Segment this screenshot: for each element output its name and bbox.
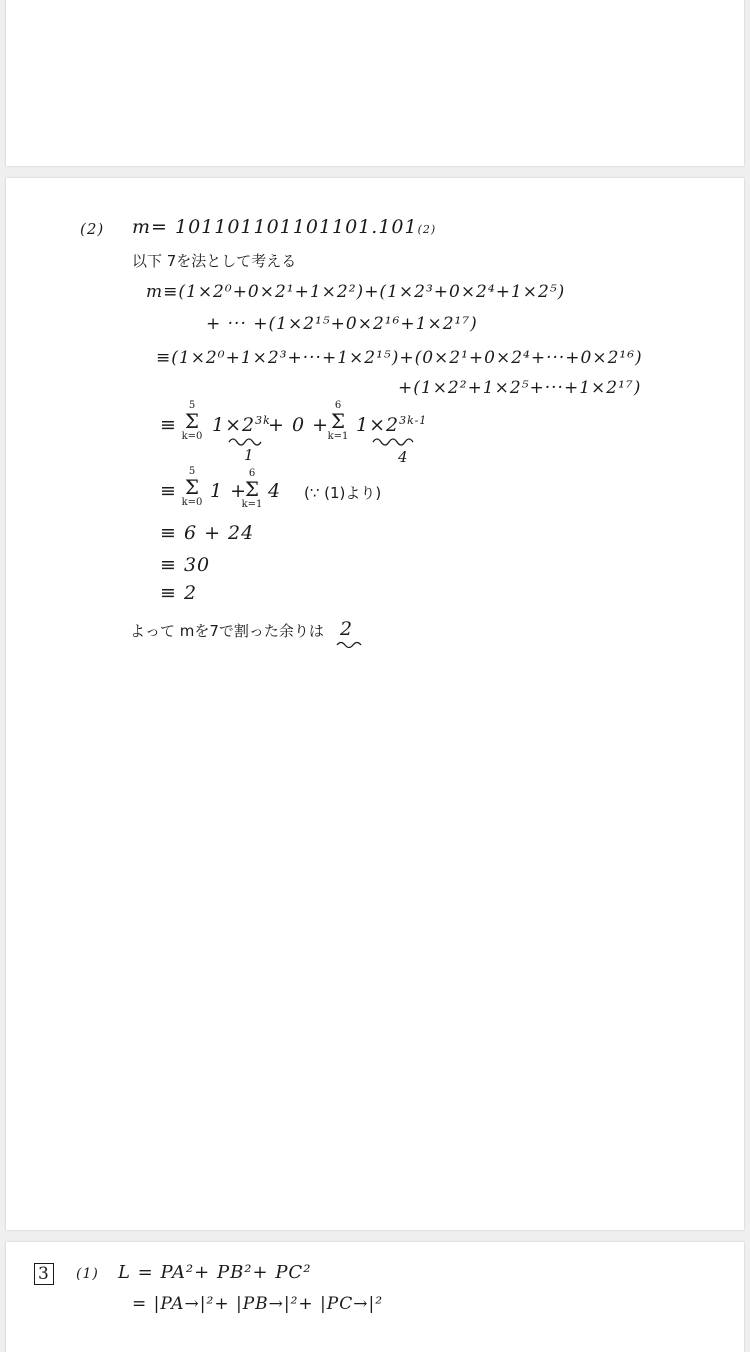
modulus-note: 以下 7を法として考える (132, 252, 297, 270)
binary-number-m (132, 216, 436, 238)
regroup-line-2: +(1×2²+1×2⁵+···+1×2¹⁷) (398, 378, 642, 398)
sum-line-equiv: ≡ (160, 480, 177, 502)
sum-upper-limit: 5 (188, 466, 196, 477)
sigma-icon: Σ (184, 409, 200, 433)
sigma-icon: Σ (330, 409, 346, 433)
conclusion-text: よって mを7で割った余りは (130, 622, 324, 640)
result-line-3: ≡ 2 (160, 582, 198, 604)
final-answer: 2 (340, 618, 354, 640)
term-base: 1×2 (356, 414, 400, 436)
result-line-1: ≡ 6 + 24 (160, 522, 255, 544)
wavy-underline-1 (228, 436, 264, 446)
sigma-term-1 (212, 414, 271, 436)
solution-page-part3 (6, 1242, 744, 1352)
summation-symbol-4 (238, 468, 266, 510)
sigma-icon: Σ (244, 477, 260, 501)
sum-lower-limit: k=1 (327, 431, 349, 442)
problem-number-box (34, 1262, 54, 1285)
blank-page-top (6, 0, 744, 166)
sigma-icon: Σ (184, 475, 200, 499)
wavy-underline-2 (372, 436, 416, 446)
term-exponent: 3k (255, 414, 271, 427)
sigma-line-equiv: ≡ (160, 414, 177, 436)
term-exponent: 3k-1 (399, 414, 428, 427)
expansion-line-1: m≡(1×2⁰+0×2¹+1×2²)+(1×2³+0×2⁴+1×2⁵) (146, 282, 566, 302)
L-definition: L = PA²+ PB²+ PC² (118, 1262, 312, 1283)
sum-upper-limit: 6 (334, 400, 342, 411)
answer-wavy-underline (336, 640, 364, 648)
base-subscript: (2) (417, 223, 437, 236)
sigma-term-2 (356, 414, 427, 436)
sum-lower-limit: k=0 (181, 497, 203, 508)
part-label: (2) (80, 220, 105, 238)
sum-term-1: 1 + (210, 480, 248, 502)
sum-lower-limit: k=0 (181, 431, 203, 442)
summation-symbol-1 (178, 400, 206, 442)
solution-page-part2 (6, 178, 744, 1230)
result-line-2: ≡ 30 (160, 554, 211, 576)
summation-symbol-2 (324, 400, 352, 442)
sum-upper-limit: 6 (248, 468, 256, 479)
underline-note-2: 4 (398, 448, 409, 466)
sum-term-2: 4 (268, 480, 282, 502)
regroup-line-1: ≡(1×2⁰+1×2³+···+1×2¹⁵)+(0×2¹+0×2⁴+···+0×2¹⁶) (156, 348, 643, 368)
reason-note: (∵ (1)より) (304, 484, 382, 502)
term-base: 1×2 (212, 414, 256, 436)
underline-note-1: 1 (244, 446, 255, 464)
expansion-line-2: + ··· +(1×2¹⁵+0×2¹⁶+1×2¹⁷) (206, 314, 478, 334)
L-vector-form: = |PA→|²+ |PB→|²+ |PC→|² (132, 1294, 384, 1314)
binary-value: m= 101101101101101.101 (132, 216, 418, 238)
sum-upper-limit: 5 (188, 400, 196, 411)
sum-lower-limit: k=1 (241, 499, 263, 510)
subpart-label: (1) (76, 1266, 99, 1282)
problem-number: 3 (34, 1263, 54, 1285)
sigma-middle: + 0 + (268, 414, 330, 436)
summation-symbol-3 (178, 466, 206, 508)
